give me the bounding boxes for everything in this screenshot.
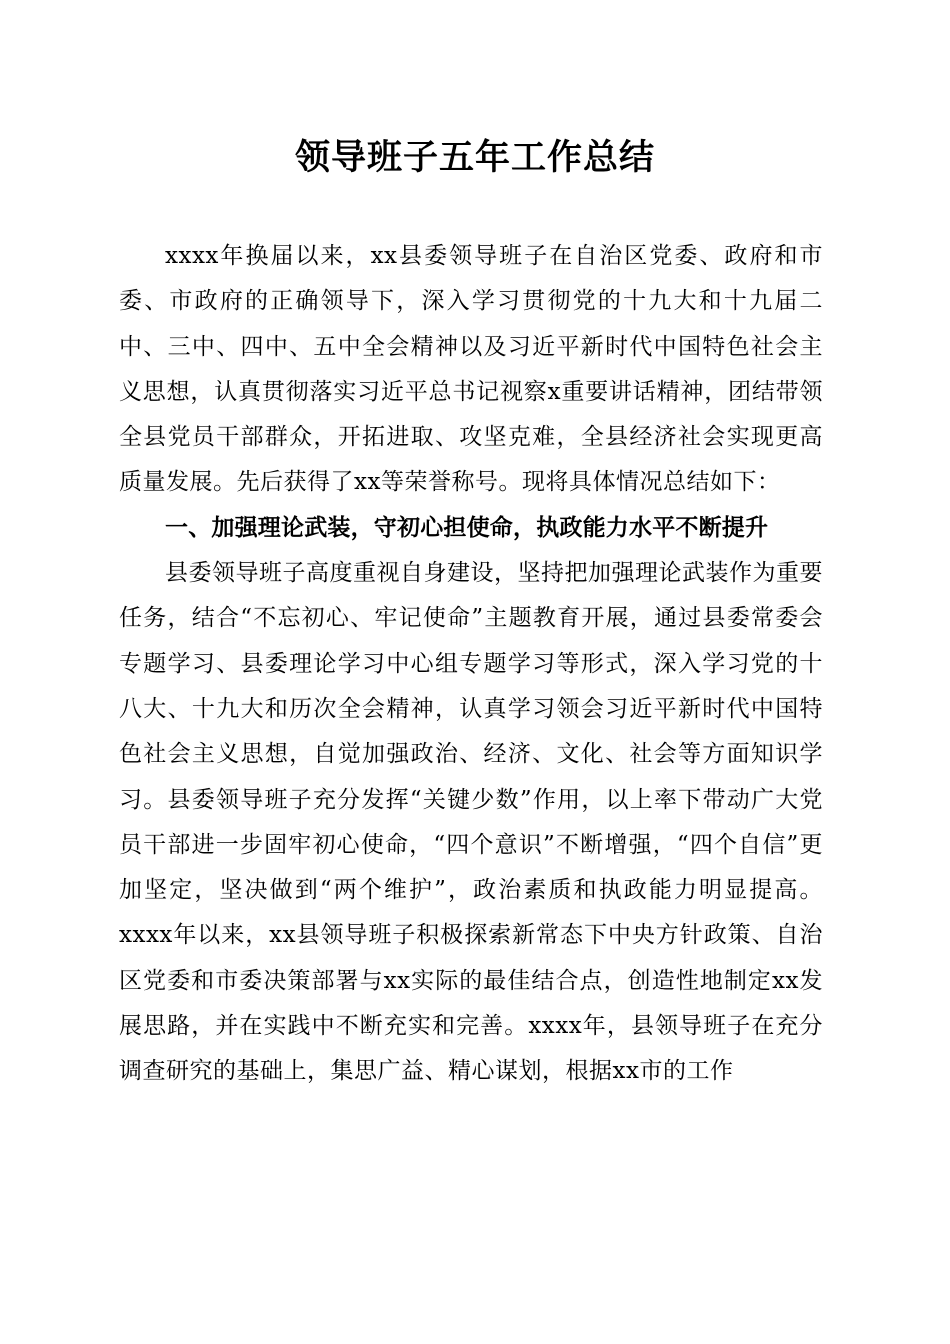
document-body	[119, 234, 823, 1095]
section-heading-1: 一、加强理论武装，守初心担使命，执政能力水平不断提升	[165, 514, 769, 541]
intro-paragraph: xxxx年换届以来，xx县委领导班子在自治区党委、政府和市委、市政府的正确领导下，深入学习贯彻党的十九大和十九届二中、三中、四中、五中全会精神以及习近平新时代中国特色社会主义思想，认真贯彻落实习近平总书记视察x重要讲话精神，团结带领全县党员干部群众，开拓进取、攻坚克难，全县经济社会实现更高质量发展。先后获得了xx等荣誉称号。现将具体情况总结如下：	[119, 243, 823, 496]
document-title: 领导班子五年工作总结	[294, 137, 655, 178]
section-1-paragraph: 县委领导班子高度重视自身建设，坚持把加强理论武装作为重要任务，结合“不忘初心、牢记使命”主题教育开展，通过县委常委会专题学习、县委理论学习中心组专题学习等形式，深入学习党的十八大、十九大和历次全会精神，认真学习领会习近平新时代中国特色社会主义思想，自觉加强政治、经济、文化、社会等方面知识学习。县委领导班子充分发挥“关键少数”作用，以上率下带动广大党员干部进一步固牢初心使命，“四个意识”不断增强，“四个自信”更加坚定，坚决做到“两个维护”，政治素质和执政能力明显提高。xxxx年以来，xx县领导班子积极探索新常态下中央方针政策、自治区党委和市委决策部署与xx实际的最佳结合点，创造性地制定xx发展思路，并在实践中不断充实和完善。xxxx年，县领导班子在充分调查研究的基础上，集思广益、精心谋划，根据xx市的工作	[119, 560, 823, 1085]
